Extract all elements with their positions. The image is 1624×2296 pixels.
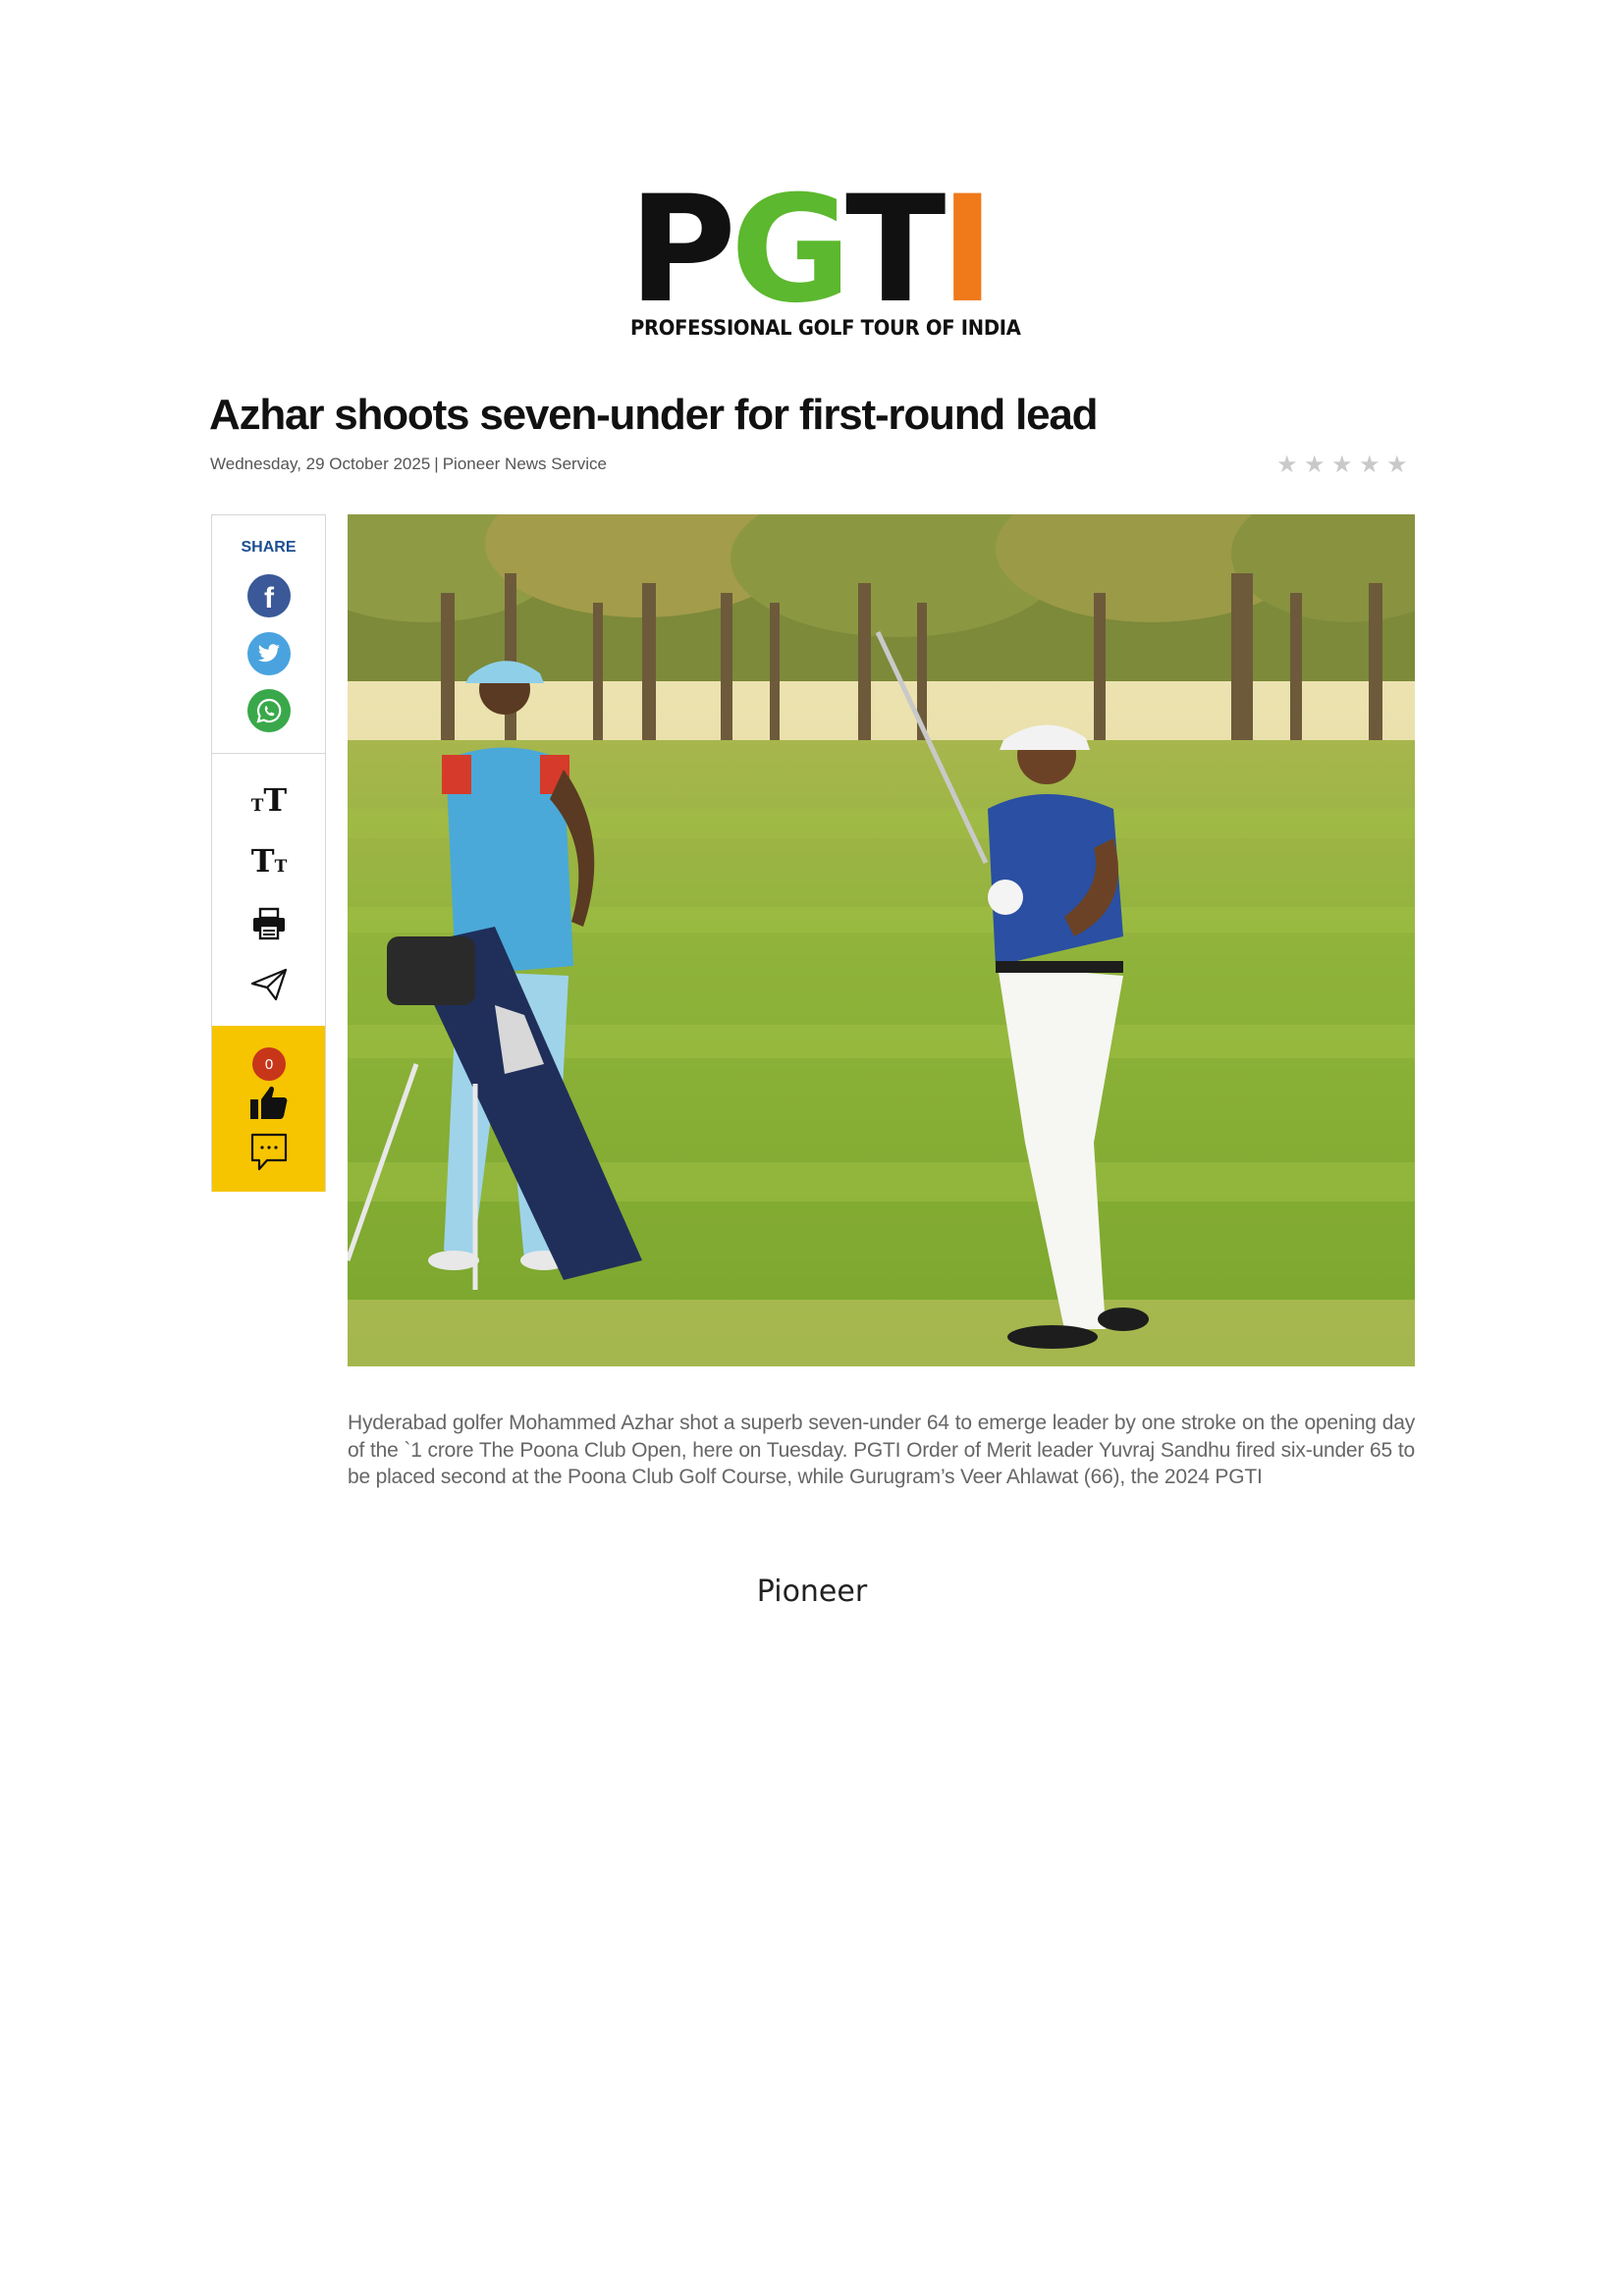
golf-photo [348, 514, 1415, 1366]
star-icon[interactable]: ★ [1359, 451, 1380, 478]
publication-name: Pioneer [756, 1575, 868, 1609]
article-headline: Azhar shoots seven-under for first-round lead [209, 391, 1098, 439]
engagement-panel [212, 1026, 325, 1192]
logo-letter-i: I [940, 165, 990, 336]
thumbs-up-icon[interactable] [248, 1083, 290, 1122]
decrease-font-icon: TT [250, 842, 288, 880]
pgti-logo [628, 165, 1021, 353]
article-toolbar [211, 514, 326, 1192]
logo-letter-t: T [845, 165, 941, 336]
comment-icon[interactable] [249, 1132, 289, 1173]
star-icon[interactable]: ★ [1386, 451, 1408, 478]
whatsapp-icon [255, 697, 283, 724]
star-rating[interactable] [1276, 451, 1408, 478]
article-photo [348, 514, 1415, 1366]
twitter-icon [257, 644, 281, 664]
facebook-icon: f [264, 582, 274, 614]
print-button[interactable] [242, 902, 297, 945]
article-date: Wednesday, 29 October 2025 [210, 454, 431, 473]
whatsapp-share-button[interactable] [247, 689, 291, 732]
star-icon[interactable]: ★ [1276, 451, 1298, 478]
toolbar-divider [212, 753, 325, 754]
article-body: Hyderabad golfer Mohammed Azhar shot a superb seven-under 64 to emerge leader by one stroke on the opening day of the `1 crore The Poona Club Open, here on Tuesday. PGTI Order of Merit leader Yuvraj Sandhu fired six-under 65 to be placed second at the Poona Club Golf Course, while Gurugram’s Veer Ahlawat (66), the 2024 PGTI [348, 1412, 1415, 1488]
byline-separator: | [434, 454, 439, 473]
star-icon[interactable]: ★ [1304, 451, 1326, 478]
twitter-share-button[interactable] [247, 632, 291, 675]
decrease-font-button[interactable] [242, 839, 297, 882]
send-icon [250, 968, 288, 1001]
logo-tagline: PROFESSIONAL GOLF TOUR OF INDIA [630, 316, 1021, 340]
article-byline [210, 454, 607, 474]
logo-letter-g: G [730, 165, 846, 336]
logo-letter-p: P [628, 165, 731, 336]
facebook-share-button[interactable] [247, 574, 291, 617]
increase-font-icon: TT [250, 781, 288, 819]
increase-font-button[interactable] [242, 778, 297, 822]
send-button[interactable] [242, 963, 297, 1006]
share-label: SHARE [241, 539, 297, 556]
star-icon[interactable]: ★ [1331, 451, 1353, 478]
print-icon [251, 906, 287, 941]
article-source: Pioneer News Service [442, 454, 607, 473]
like-count-badge: 0 [252, 1047, 286, 1081]
